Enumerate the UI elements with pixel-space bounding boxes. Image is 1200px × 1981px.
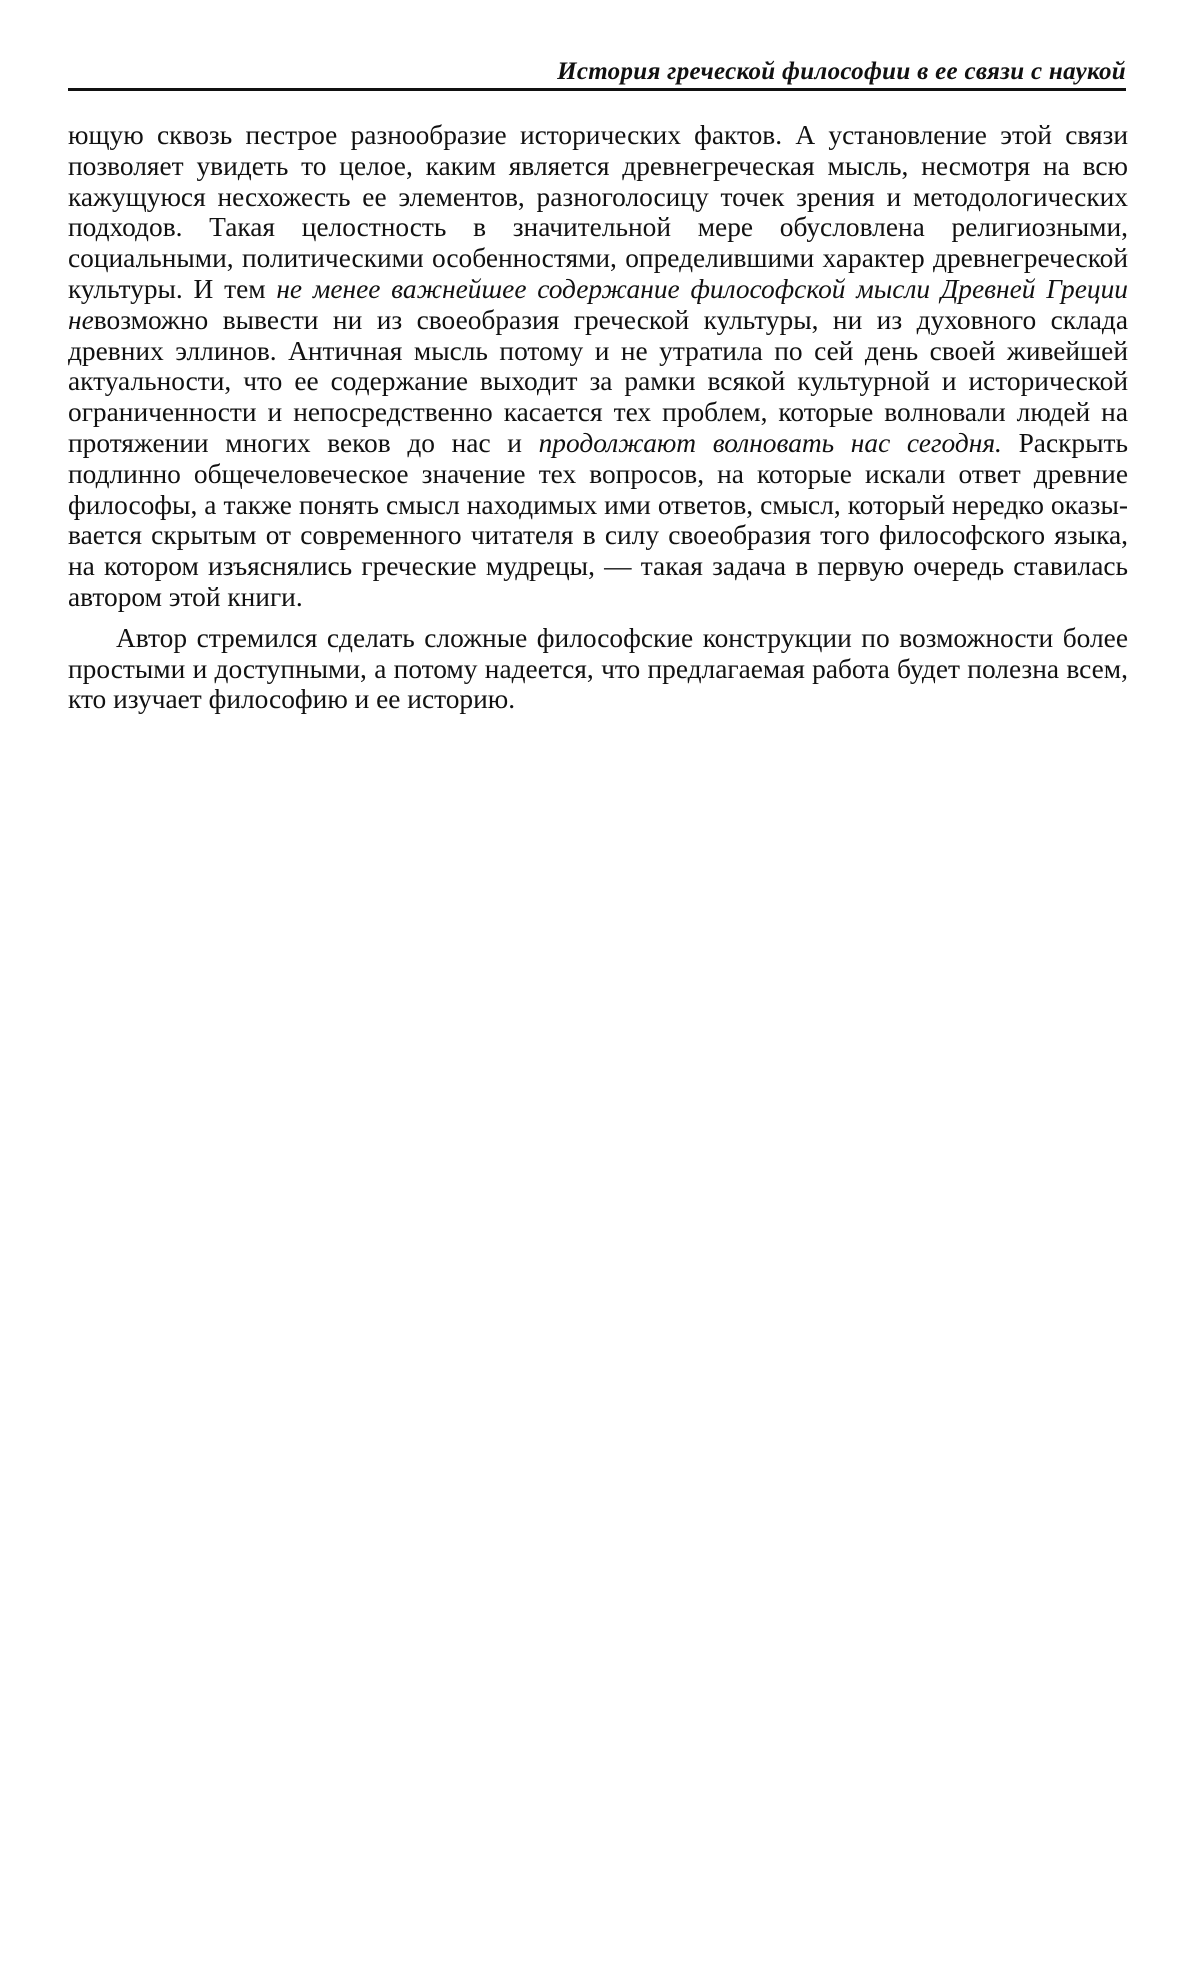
paragraph-1-italic-b: продолжают волновать нас сегодня. (538, 427, 1002, 458)
running-title: История греческой философии в ее связи с наукой (557, 58, 1126, 85)
paragraph-1-italic-a: не менее важнейшее содержание философской мысли Древней Греции не (68, 273, 1128, 335)
paragraph-1-text-b: возможно вывести ни из своеобразия греческой культуры, ни из духовного склада древних эллинов. Античная мысль потому и не утратила по сей день своей живейшей актуальности, что ее содержание выходит за рамки всякой культурной и исторической ограниченности и непосредственно касается тех проблем, которые волновали людей на протяжении многих веков до нас и (68, 304, 1128, 458)
paragraph-1 (68, 120, 1128, 613)
paragraph-1-text-c: Раскрыть подлинно общечеловеческое значение тех вопросов, на которые искали ответ древние философы, а также понять смысл находимых ими ответов, смысл, который нередко оказывается скрытым от современного читателя в силу своеобразия того философского языка, на котором изъяснялись греческие мудрецы, — такая задача в первую очередь ставилась автором этой книги. (68, 427, 1128, 612)
text-body (68, 120, 1128, 715)
page-header (68, 54, 1126, 91)
paragraph-2: Автор стремился сделать сложные философские конструкции по возможности более простыми и доступными, а потому надеется, что предлагаемая работа будет полезна всем, кто изучает философию и ее историю. (68, 622, 1128, 715)
paragraph-1-text-a: ющую сквозь пестрое разнообразие исторических фактов. А установление этой связи позволяет увидеть то целое, каким является древнегреческая мысль, несмотря на всю кажущуюся несхожесть ее элементов, разноголосицу точек зрения и методологических подходов. Такая целостность в значительной мере обусловлена религиозными, социальными, политическими особенностями, определившими характер древнегреческой культуры. И тем (68, 120, 1128, 304)
